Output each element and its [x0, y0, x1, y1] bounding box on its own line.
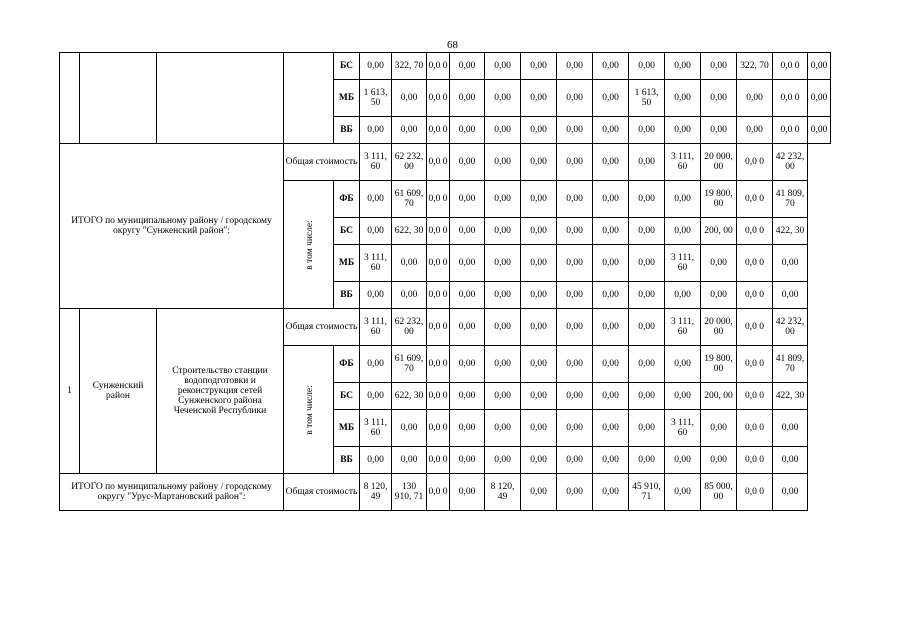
- value-cell: 0,00: [665, 117, 701, 144]
- value-cell: 0,00: [629, 218, 665, 245]
- value-cell: 1 613, 50: [360, 80, 392, 117]
- value-cell: 0,0 0: [427, 144, 450, 181]
- value-cell: 0,00: [665, 474, 701, 511]
- value-cell: 0,00: [808, 117, 831, 144]
- value-cell: 0,0 0: [737, 218, 773, 245]
- value-cell: 0,00: [593, 144, 629, 181]
- source-code-cell: БС: [334, 218, 360, 245]
- district-cell: [80, 53, 157, 144]
- value-cell: 0,0 0: [737, 282, 773, 309]
- value-cell: 0,00: [521, 447, 557, 474]
- value-cell: 0,0 0: [427, 53, 450, 80]
- value-cell: 0,0 0: [737, 474, 773, 511]
- value-cell: 0,0 0: [737, 245, 773, 282]
- value-cell: 0,00: [521, 383, 557, 410]
- value-cell: 0,0 0: [427, 309, 450, 346]
- value-cell: 3 111, 60: [665, 410, 701, 447]
- value-cell: 0,00: [665, 447, 701, 474]
- value-cell: 0,00: [360, 282, 392, 309]
- value-cell: 0,00: [485, 383, 521, 410]
- value-cell: 0,00: [593, 410, 629, 447]
- value-cell: 0,00: [773, 474, 808, 511]
- value-cell: 0,00: [629, 117, 665, 144]
- value-cell: 0,00: [629, 181, 665, 218]
- value-cell: 19 800, 00: [701, 346, 737, 383]
- value-cell: 0,00: [360, 53, 392, 80]
- project-number: 1: [60, 309, 80, 474]
- value-cell: 0,00: [485, 117, 521, 144]
- value-cell: 0,0 0: [737, 346, 773, 383]
- value-cell: 19 800, 00: [701, 181, 737, 218]
- value-cell: 3 111, 60: [360, 144, 392, 181]
- project-name-cell: [157, 53, 284, 144]
- value-cell: 0,00: [557, 117, 593, 144]
- source-code-cell: БС: [334, 383, 360, 410]
- value-cell: 0,00: [737, 117, 773, 144]
- value-cell: 3 111, 60: [665, 245, 701, 282]
- total-urus-title: ИТОГО по муниципальному району / городскому округу "Урус-Мартановский район":: [60, 474, 284, 511]
- value-cell: 0,00: [485, 80, 521, 117]
- value-cell: 0,00: [485, 309, 521, 346]
- value-cell: 0,00: [593, 117, 629, 144]
- value-cell: 0,00: [450, 181, 485, 218]
- value-cell: 0,00: [629, 53, 665, 80]
- value-cell: 322, 70: [737, 53, 773, 80]
- value-cell: 3 111, 60: [360, 410, 392, 447]
- value-cell: 0,00: [450, 346, 485, 383]
- value-cell: 0,00: [450, 447, 485, 474]
- value-cell: 3 111, 60: [360, 309, 392, 346]
- value-cell: 42 232, 00: [773, 144, 808, 181]
- value-cell: 0,00: [557, 410, 593, 447]
- value-cell: 0,00: [450, 410, 485, 447]
- value-cell: 0,00: [593, 309, 629, 346]
- value-cell: 422, 30: [773, 383, 808, 410]
- value-cell: 0,00: [557, 245, 593, 282]
- value-cell: 41 809, 70: [773, 181, 808, 218]
- value-cell: 0,00: [701, 245, 737, 282]
- value-cell: 0,00: [392, 117, 427, 144]
- value-cell: 0,00: [593, 474, 629, 511]
- value-cell: 0,00: [701, 117, 737, 144]
- value-cell: 0,00: [521, 245, 557, 282]
- value-cell: 0,0 0: [427, 80, 450, 117]
- value-cell: 0,0 0: [427, 383, 450, 410]
- value-cell: 0,00: [593, 447, 629, 474]
- value-cell: 0,0 0: [737, 410, 773, 447]
- value-cell: 200, 00: [701, 383, 737, 410]
- value-cell: 0,00: [450, 80, 485, 117]
- value-cell: 0,00: [485, 53, 521, 80]
- value-cell: 62 232, 00: [392, 309, 427, 346]
- total-cost-label: Общая стоимость: [284, 309, 360, 346]
- budget-table: [59, 52, 864, 511]
- value-cell: 0,00: [360, 218, 392, 245]
- value-cell: 0,00: [701, 80, 737, 117]
- project-name: Строительство станции водоподготовки и реконструкция сетей Сунженского района Чеченской Республики: [157, 309, 284, 474]
- value-cell: 0,00: [808, 53, 831, 80]
- value-cell: 0,00: [450, 218, 485, 245]
- value-cell: 0,0 0: [427, 447, 450, 474]
- value-cell: 0,0 0: [427, 117, 450, 144]
- value-cell: 0,00: [557, 447, 593, 474]
- in-that-number-cell: [284, 346, 334, 474]
- value-cell: 0,00: [773, 447, 808, 474]
- value-cell: 61 609, 70: [392, 346, 427, 383]
- value-cell: 0,00: [485, 218, 521, 245]
- value-cell: 0,00: [629, 447, 665, 474]
- value-cell: 0,00: [593, 181, 629, 218]
- value-cell: 0,00: [557, 181, 593, 218]
- table-row: [60, 53, 864, 80]
- value-cell: 0,00: [392, 447, 427, 474]
- value-cell: 0,00: [557, 53, 593, 80]
- source-code-cell: БС: [334, 53, 360, 80]
- value-cell: 8 120, 49: [485, 474, 521, 511]
- value-cell: 0,00: [450, 474, 485, 511]
- value-cell: 0,0 0: [427, 218, 450, 245]
- source-code-cell: ФБ: [334, 346, 360, 383]
- value-cell: 0,0 0: [773, 117, 808, 144]
- value-cell: 61 609, 70: [392, 181, 427, 218]
- value-cell: 0,00: [773, 410, 808, 447]
- value-cell: 0,00: [665, 53, 701, 80]
- value-cell: 0,00: [521, 410, 557, 447]
- value-cell: 0,00: [521, 282, 557, 309]
- value-cell: 45 910, 71: [629, 474, 665, 511]
- value-cell: 0,00: [521, 218, 557, 245]
- number-cell: [60, 53, 80, 144]
- value-cell: 0,00: [360, 447, 392, 474]
- value-cell: 622, 30: [392, 383, 427, 410]
- value-cell: 0,00: [665, 346, 701, 383]
- value-cell: 422, 30: [773, 218, 808, 245]
- value-cell: 0,0 0: [737, 144, 773, 181]
- total-cost-label: Общая стоимость: [284, 474, 360, 511]
- value-cell: 0,00: [629, 410, 665, 447]
- source-code-cell: ФБ: [334, 181, 360, 218]
- value-cell: 3 111, 60: [360, 245, 392, 282]
- value-cell: 0,00: [521, 309, 557, 346]
- value-cell: 0,00: [450, 282, 485, 309]
- value-cell: 0,00: [557, 144, 593, 181]
- value-cell: 41 809, 70: [773, 346, 808, 383]
- value-cell: 0,00: [360, 181, 392, 218]
- value-cell: 0,00: [593, 53, 629, 80]
- value-cell: 0,0 0: [427, 474, 450, 511]
- page-number: 68: [447, 39, 458, 51]
- value-cell: 322, 70: [392, 53, 427, 80]
- value-cell: 0,00: [557, 282, 593, 309]
- value-cell: 0,00: [450, 309, 485, 346]
- value-cell: 0,00: [665, 181, 701, 218]
- source-code-cell: МБ: [334, 245, 360, 282]
- value-cell: 0,00: [593, 80, 629, 117]
- value-cell: 0,00: [521, 144, 557, 181]
- value-cell: 0,0 0: [737, 309, 773, 346]
- value-cell: 0,00: [808, 80, 831, 117]
- value-cell: 0,0 0: [773, 80, 808, 117]
- value-cell: 3 111, 60: [665, 144, 701, 181]
- value-cell: 0,00: [521, 474, 557, 511]
- value-cell: 0,00: [629, 346, 665, 383]
- value-cell: 0,00: [701, 53, 737, 80]
- value-cell: 0,00: [593, 218, 629, 245]
- source-code-cell: МБ: [334, 410, 360, 447]
- value-cell: 0,00: [557, 346, 593, 383]
- value-cell: 8 120, 49: [360, 474, 392, 511]
- value-cell: 0,0 0: [427, 181, 450, 218]
- value-cell: 0,00: [485, 410, 521, 447]
- value-cell: 0,00: [450, 53, 485, 80]
- value-cell: 20 000, 00: [701, 309, 737, 346]
- value-cell: 0,00: [485, 181, 521, 218]
- table-row-total: [60, 144, 864, 181]
- value-cell: 0,0 0: [427, 245, 450, 282]
- value-cell: 0,00: [360, 346, 392, 383]
- in-that-number-cell: [284, 181, 334, 309]
- value-cell: 0,00: [665, 80, 701, 117]
- project-district: Сунженский район: [80, 309, 157, 474]
- value-cell: 0,00: [557, 383, 593, 410]
- value-cell: 0,00: [450, 245, 485, 282]
- value-cell: 20 000, 00: [701, 144, 737, 181]
- value-cell: 0,00: [557, 474, 593, 511]
- total-cost-label: Общая стоимость: [284, 144, 360, 181]
- value-cell: 0,00: [521, 117, 557, 144]
- value-cell: 0,00: [450, 144, 485, 181]
- value-cell: 0,00: [521, 346, 557, 383]
- source-code-cell: ВБ: [334, 282, 360, 309]
- value-cell: 200, 00: [701, 218, 737, 245]
- source-code-cell: ВБ: [334, 117, 360, 144]
- value-cell: 0,00: [665, 218, 701, 245]
- in-that-number-label: в том числе:: [304, 219, 315, 270]
- value-cell: 0,00: [593, 245, 629, 282]
- value-cell: 0,00: [557, 309, 593, 346]
- value-cell: 0,00: [593, 346, 629, 383]
- value-cell: 62 232, 00: [392, 144, 427, 181]
- value-cell: 0,00: [360, 383, 392, 410]
- value-cell: 0,00: [521, 181, 557, 218]
- value-cell: 0,00: [701, 410, 737, 447]
- value-cell: 0,00: [629, 282, 665, 309]
- value-cell: 0,00: [485, 447, 521, 474]
- value-cell: 0,00: [773, 245, 808, 282]
- value-cell: 0,00: [557, 218, 593, 245]
- value-cell: 0,00: [360, 117, 392, 144]
- value-cell: 622, 30: [392, 218, 427, 245]
- in-that-number-cell: [284, 53, 334, 144]
- value-cell: 0,0 0: [737, 383, 773, 410]
- value-cell: 0,00: [392, 245, 427, 282]
- source-code-cell: ВБ: [334, 447, 360, 474]
- value-cell: 0,00: [485, 144, 521, 181]
- value-cell: 0,00: [593, 383, 629, 410]
- value-cell: 130 910, 71: [392, 474, 427, 511]
- value-cell: 0,00: [521, 80, 557, 117]
- value-cell: 0,00: [629, 383, 665, 410]
- value-cell: 1 613, 50: [629, 80, 665, 117]
- value-cell: 42 232, 00: [773, 309, 808, 346]
- value-cell: 0,0 0: [737, 181, 773, 218]
- value-cell: 0,00: [701, 447, 737, 474]
- total-sunzha-title: ИТОГО по муниципальному району / городскому округу "Сунженский район":: [60, 144, 284, 309]
- source-code-cell: МБ: [334, 80, 360, 117]
- value-cell: 0,00: [392, 80, 427, 117]
- value-cell: 0,00: [665, 282, 701, 309]
- value-cell: 0,00: [701, 282, 737, 309]
- value-cell: 0,00: [485, 282, 521, 309]
- value-cell: 0,0 0: [427, 282, 450, 309]
- value-cell: 0,0 0: [737, 447, 773, 474]
- value-cell: 0,00: [593, 282, 629, 309]
- value-cell: 0,00: [450, 117, 485, 144]
- value-cell: 0,00: [557, 80, 593, 117]
- value-cell: 0,00: [629, 309, 665, 346]
- value-cell: 0,0 0: [427, 410, 450, 447]
- value-cell: 0,00: [629, 144, 665, 181]
- value-cell: 85 000, 00: [701, 474, 737, 511]
- value-cell: 0,00: [450, 383, 485, 410]
- value-cell: 0,0 0: [773, 53, 808, 80]
- value-cell: 0,00: [485, 245, 521, 282]
- value-cell: 0,00: [392, 410, 427, 447]
- value-cell: 0,00: [392, 282, 427, 309]
- value-cell: 0,00: [521, 53, 557, 80]
- value-cell: 0,00: [629, 245, 665, 282]
- in-that-number-label: в том числе:: [304, 384, 315, 435]
- value-cell: 0,00: [665, 383, 701, 410]
- value-cell: 0,00: [773, 282, 808, 309]
- value-cell: 0,0 0: [427, 346, 450, 383]
- value-cell: 0,00: [485, 346, 521, 383]
- table-row-total: [60, 309, 864, 346]
- table-row-total: [60, 474, 864, 511]
- value-cell: 0,00: [737, 80, 773, 117]
- value-cell: 3 111, 60: [665, 309, 701, 346]
